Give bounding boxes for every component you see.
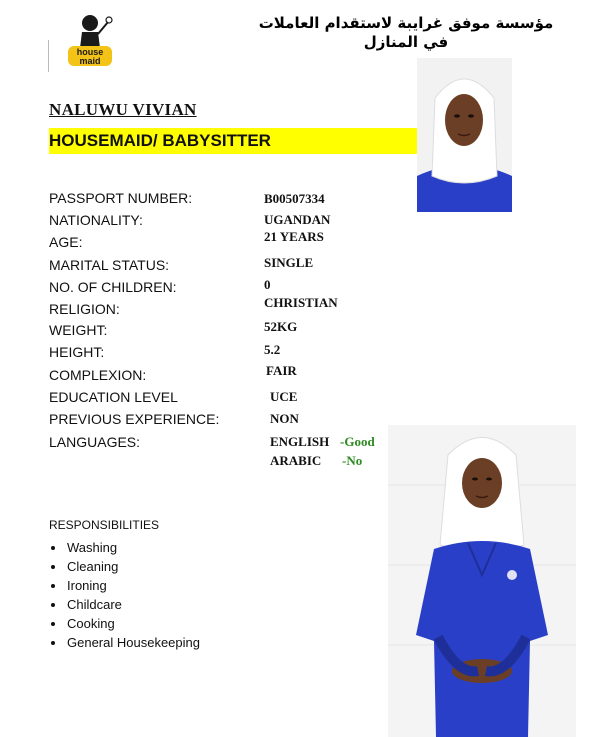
education-value: UCE: [270, 389, 298, 404]
weight-value: 52KG: [264, 319, 298, 334]
list-item: [49, 538, 200, 557]
complexion-value: FAIR: [266, 363, 297, 378]
responsibility-text: Washing: [67, 540, 118, 555]
passport-number-label: PASSPORT NUMBER:: [49, 190, 193, 206]
list-item: [49, 614, 200, 633]
bullet-icon: [51, 641, 55, 645]
responsibilities-title: RESPONSIBILITIES: [49, 518, 160, 532]
experience-label: PREVIOUS EXPERIENCE:: [49, 411, 220, 427]
age-value: 21 YEARS: [264, 229, 324, 244]
svg-text:maid: maid: [79, 56, 101, 66]
bullet-icon: [51, 565, 55, 569]
full-length-photo: [388, 425, 576, 737]
responsibility-text: Ironing: [67, 578, 107, 593]
job-title: HOUSEMAID/ BABYSITTER: [49, 131, 271, 150]
responsibilities-list: [49, 538, 200, 652]
experience-value: NON: [270, 411, 299, 426]
weight-label: WEIGHT:: [49, 322, 108, 338]
height-label: HEIGHT:: [49, 344, 105, 360]
passport-photo: [417, 58, 512, 212]
bullet-icon: [51, 622, 55, 626]
language-arabic-level: -No: [342, 453, 363, 468]
responsibility-text: Childcare: [67, 597, 122, 612]
agency-name: مؤسسة موفق غرايبة لاستقدام العاملات في المنازل: [258, 14, 554, 51]
religion-label: RELIGION:: [49, 301, 120, 317]
passport-number-value: B00507334: [264, 191, 325, 206]
list-item: [49, 595, 200, 614]
age-label: AGE:: [49, 234, 83, 250]
responsibility-text: General Housekeeping: [67, 635, 200, 650]
bullet-icon: [51, 603, 55, 607]
languages-label: LANGUAGES:: [49, 434, 141, 450]
candidate-name: NALUWU VIVIAN: [49, 100, 197, 119]
height-value: 5.2: [264, 342, 281, 357]
svg-text:house: house: [76, 47, 104, 57]
nationality-label: NATIONALITY:: [49, 212, 143, 228]
language-arabic: ARABIC: [270, 453, 322, 468]
list-item: [49, 576, 200, 595]
marital-status-label: MARITAL STATUS:: [49, 257, 170, 273]
language-english: ENGLISH: [270, 434, 330, 449]
bullet-icon: [51, 584, 55, 588]
language-english-level: -Good: [340, 434, 375, 449]
marital-status-value: SINGLE: [264, 255, 314, 270]
responsibility-text: Cooking: [67, 616, 115, 631]
children-label: NO. OF CHILDREN:: [49, 279, 177, 295]
complexion-label: COMPLEXION:: [49, 367, 147, 383]
bullet-icon: [51, 546, 55, 550]
list-item: [49, 557, 200, 576]
education-label: EDUCATION LEVEL: [49, 389, 178, 405]
list-item: [49, 633, 200, 652]
responsibility-text: Cleaning: [67, 559, 119, 574]
logo-divider: [48, 40, 49, 72]
housemaid-logo: [62, 8, 118, 70]
nationality-value: UGANDAN: [264, 212, 331, 227]
religion-value: CHRISTIAN: [264, 295, 338, 310]
children-value: 0: [264, 277, 271, 292]
